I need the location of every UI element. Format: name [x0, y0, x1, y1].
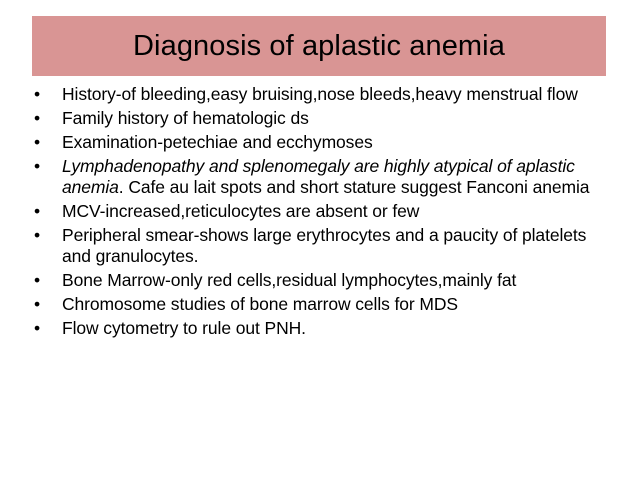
bullet-item: [32, 132, 612, 153]
bullet-text: Examination-petechiae and ecchymoses: [62, 132, 373, 152]
bullet-item: [32, 270, 612, 291]
bullet-item: [32, 294, 612, 315]
title-bar: [32, 16, 606, 76]
bullet-icon: •: [34, 84, 41, 104]
bullet-text: . Cafe au lait spots and short stature suggest Fanconi anemia: [118, 177, 590, 197]
slide-title: Diagnosis of aplastic anemia: [133, 29, 505, 62]
bullet-text: Bone Marrow-only red cells,residual lymphocytes,mainly fat: [62, 270, 517, 290]
bullet-text: Family history of hematologic ds: [62, 108, 309, 128]
bullet-item: [32, 84, 612, 105]
bullet-icon: •: [34, 270, 41, 290]
bullet-item: [32, 156, 612, 198]
bullet-icon: •: [34, 201, 41, 221]
bullet-item: [32, 225, 612, 267]
bullet-list: [32, 84, 612, 342]
bullet-text: MCV-increased,reticulocytes are absent or few: [62, 201, 420, 221]
bullet-icon: •: [34, 108, 41, 128]
bullet-icon: •: [34, 294, 41, 314]
bullet-text: Flow cytometry to rule out PNH.: [62, 318, 306, 338]
bullet-text: History-of bleeding,easy bruising,nose bleeds,heavy menstrual flow: [62, 84, 578, 104]
bullet-item: [32, 318, 612, 339]
bullet-icon: •: [34, 156, 41, 176]
bullet-item: [32, 201, 612, 222]
bullet-icon: •: [34, 318, 41, 338]
bullet-text: Chromosome studies of bone marrow cells for MDS: [62, 294, 458, 314]
bullet-icon: •: [34, 132, 41, 152]
bullet-item: [32, 108, 612, 129]
bullet-text: Peripheral smear-shows large erythrocytes and a paucity of platelets and granulocytes.: [62, 225, 587, 266]
bullet-italic-text: Lymphadenopathy and splenomegaly are highly atypical of aplastic anemia: [62, 156, 575, 197]
bullet-icon: •: [34, 225, 41, 245]
